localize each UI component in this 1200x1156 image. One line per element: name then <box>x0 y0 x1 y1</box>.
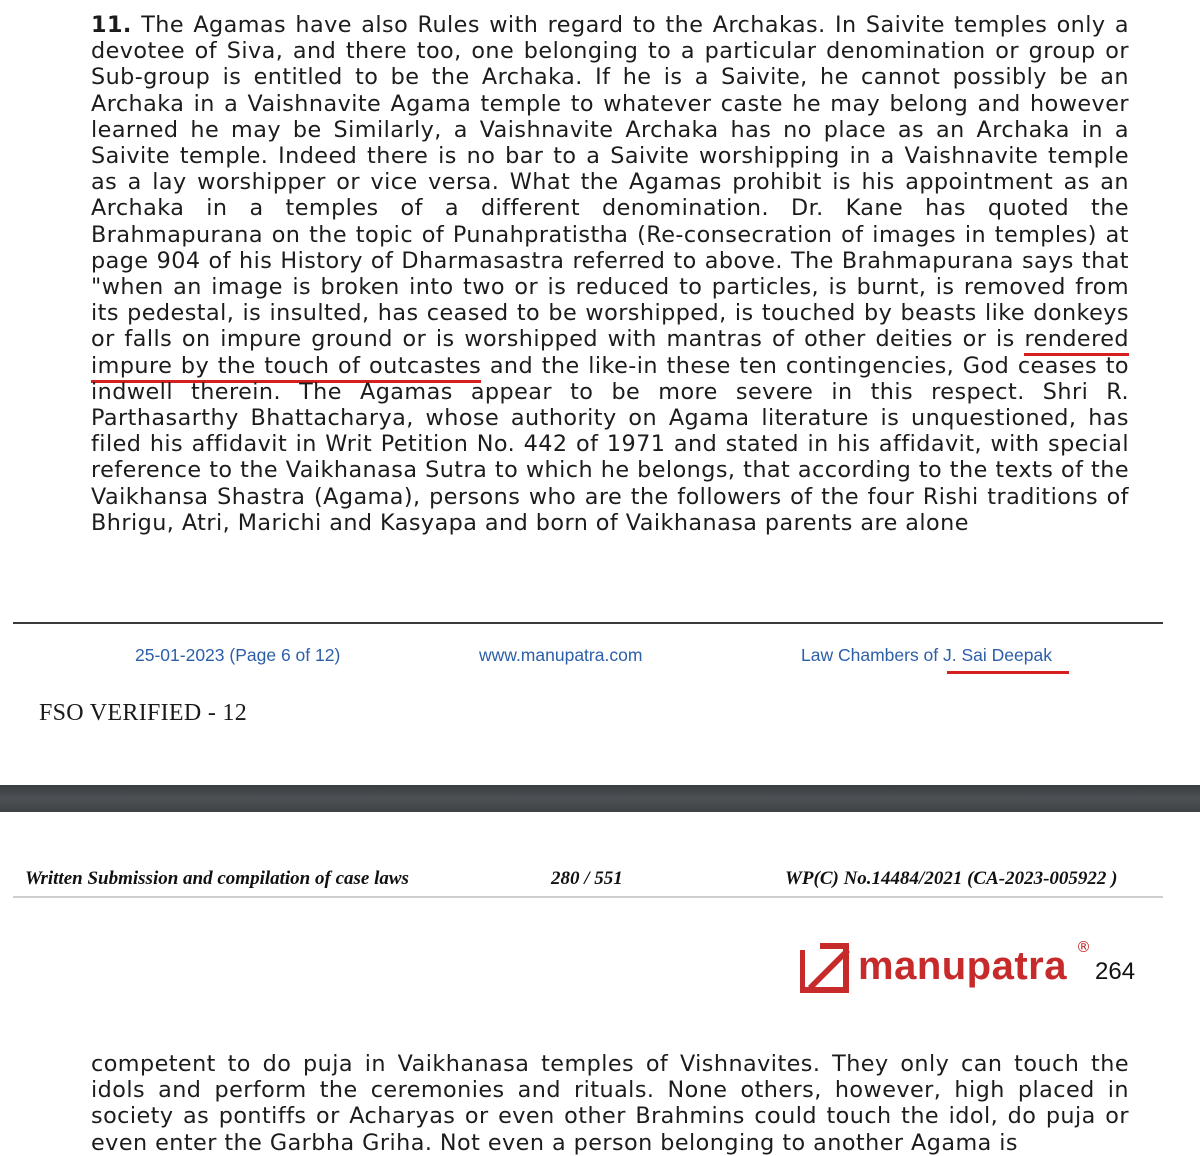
footer-website: www.manupatra.com <box>479 645 643 665</box>
footer-law-chambers: Law Chambers of J. Sai Deepak <box>801 645 1052 665</box>
header-page-counter: 280 / 551 <box>551 868 623 889</box>
fso-verified-stamp: FSO VERIFIED - 12 <box>39 700 248 726</box>
continued-paragraph: competent to do puja in Vaikhanasa temples of Vishnavites. They only can touch the idols and perform the ceremonies and rituals. None others, however, high placed in society as pontiffs or Acharyas or even other Brahmins could touch the idol, do puja or even enter the Garbha Griha. Not even a person belonging to another Agama is <box>91 1051 1129 1156</box>
manupatra-logo-icon <box>800 942 852 994</box>
header-case-number: WP(C) No.14484/2021 (CA-2023-005922 ) <box>785 868 1118 889</box>
paragraph-text-part-1: The Agamas have also Rules with regard to the Archakas. In Saivite temples only a devotee of Siva, and there too, one belonging to a particular denomination or group or Sub-group is entitled to be the Archaka. If he is a Saivite, he cannot possibly be an Archaka in a Vaishnavite Agama temple to whatever caste he may belong and however learned he may be Similarly, a Vaishnavite Archaka has no place as an Archaka in a Saivite temple. Indeed there is no bar to a Saivite worshipping in a Vaishnavite temple as a lay worshipper or vice versa. What the Agamas prohibit is his appointment as an Archaka in a temples of a different denomination. Dr. Kane has quoted the Brahmapurana on the topic of Punahpratistha (Re-consecration of images in temples) at page 904 of his History of Dharmasastra referred to above. The Brahmapurana says that "when an image is broken into two or is reduced to particles, is burnt, is removed from its pedestal, is insulted, has ceased to be worshipped, is touched by beasts like donkeys or falls on impure ground or is worshipped with mantras of other deities or is <box>91 12 1129 353</box>
footer-date-page: 25-01-2023 (Page 6 of 12) <box>135 645 341 665</box>
page-gap-separator <box>0 785 1200 812</box>
paragraph-text-part-2: and the like-in these ten contingencies, God ceases to indwell therein. The Agamas appear to be more severe in this respect. Shri R. Parthasarthy Bhattacharya, whose authority on Agama literature is unquestioned, has filed his affidavit in Writ Petition No. 442 of 1971 and stated in his affidavit, with special reference to the Vaikhanasa Sutra to which he belongs, that according to the texts of the Vaikhansa Shastra (Agama), persons who are the followers of the four Rishi traditions of Bhrigu, Atri, Marichi and Kasyapa and born of Vaikhanasa parents are alone <box>91 352 1129 536</box>
paragraph-11 <box>91 12 1129 536</box>
underlined-phrase: rendered impure by the touch of outcastes <box>91 326 1129 382</box>
page-number: 264 <box>1095 958 1136 985</box>
paragraph-number: 11. <box>91 12 132 38</box>
logo-wordmark: manupatra <box>858 944 1067 988</box>
header-divider <box>13 896 1163 898</box>
manupatra-logo <box>800 938 1145 998</box>
footer-divider <box>13 622 1163 624</box>
law-chambers-underline <box>947 671 1069 674</box>
registered-mark: ® <box>1076 938 1091 956</box>
header-document-title: Written Submission and compilation of case laws <box>25 868 409 889</box>
